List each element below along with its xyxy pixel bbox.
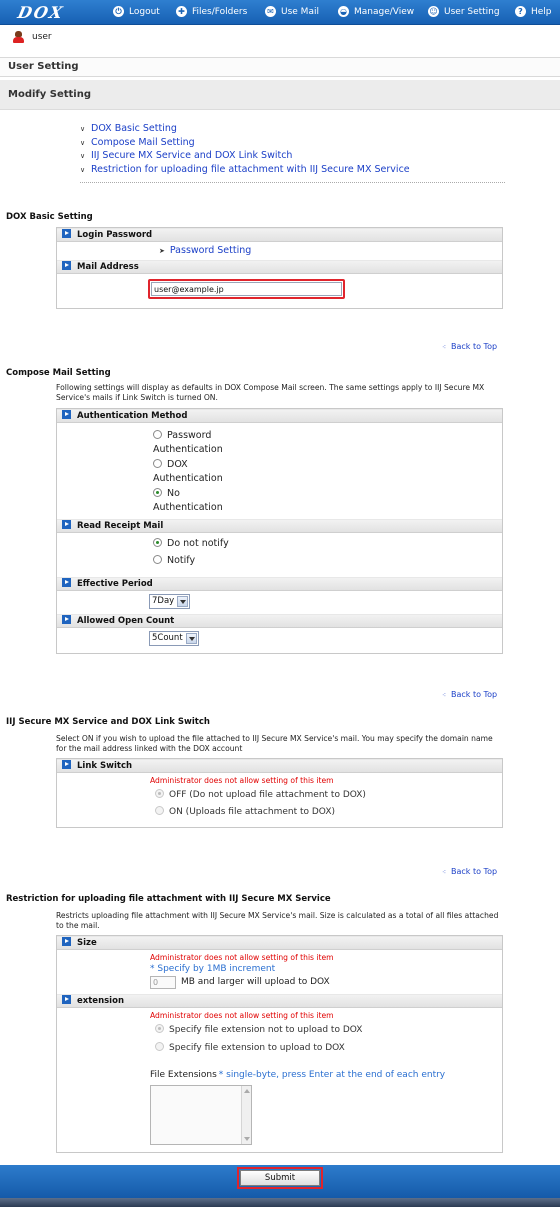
footer-bar: [0, 1165, 560, 1198]
radio-dox-auth[interactable]: [153, 459, 162, 468]
extension-header: extension: [57, 994, 502, 1008]
allowed-open-header: Allowed Open Count: [57, 614, 502, 628]
files-folders-icon: ✚: [176, 6, 187, 17]
user-setting-icon: ☺: [429, 7, 438, 16]
radio-password-auth[interactable]: [153, 430, 162, 439]
back-to-top-link[interactable]: ⁖ Back to Top: [442, 342, 498, 351]
section-marker-icon: [62, 410, 71, 419]
mail-address-header: Mail Address: [57, 260, 502, 274]
user-name: user: [32, 32, 52, 42]
extension-option-upload[interactable]: Specify file extension to upload to DOX: [155, 1042, 345, 1053]
nav-logout[interactable]: ⏻ Logout: [113, 6, 160, 20]
back-to-top-icon: ⁖: [442, 868, 447, 876]
radio-notify[interactable]: [153, 555, 162, 564]
page-subtitle: Modify Setting: [0, 80, 560, 110]
section-marker-icon: [62, 937, 71, 946]
mail-address-input[interactable]: user@example.jp: [151, 282, 342, 296]
toc-link-restriction[interactable]: ∨ Restriction for uploading file attachment with IIJ Secure MX Service: [80, 163, 505, 177]
help-icon: ?: [515, 6, 526, 17]
basic-setting-box: [56, 227, 503, 309]
toc-link-dox-basic[interactable]: ∨ DOX Basic Setting: [80, 122, 505, 136]
radio-ext-not-upload[interactable]: [155, 1024, 164, 1033]
nav-manage-view[interactable]: ◒ Manage/View: [340, 7, 415, 17]
top-navigation-bar: [0, 0, 560, 25]
toc-link-link-switch[interactable]: ∨ IIJ Secure MX Service and DOX Link Switch: [80, 149, 505, 163]
nav-files-folders[interactable]: ✚ Files/Folders: [176, 6, 247, 20]
radio-link-off[interactable]: [155, 789, 164, 798]
back-to-top-icon: ⁖: [442, 691, 447, 699]
scroll-down-icon[interactable]: [244, 1137, 250, 1141]
page-title: User Setting: [0, 57, 560, 77]
user-avatar-icon: [13, 31, 24, 43]
chevron-down-icon: ∨: [80, 165, 86, 174]
link-switch-header: Link Switch: [57, 759, 502, 773]
file-extensions-label-row: [150, 1070, 445, 1080]
auth-option-none[interactable]: No Authentication: [153, 488, 223, 513]
section-title-restriction: Restriction for uploading file attachment with IIJ Secure MX Service: [6, 894, 331, 904]
chevron-down-icon: [186, 633, 197, 644]
password-setting-link[interactable]: ➤ Password Setting: [159, 245, 252, 256]
dox-logo: DOX: [15, 3, 66, 22]
nav-help[interactable]: ? Help: [515, 6, 552, 20]
manage-view-icon: ◒: [338, 6, 349, 17]
size-header: Size: [57, 936, 502, 950]
compose-setting-box: [56, 408, 503, 654]
section-marker-icon: [62, 520, 71, 529]
section-title-compose: Compose Mail Setting: [6, 368, 111, 378]
nav-use-mail[interactable]: ✉ Use Mail: [265, 6, 319, 20]
footer-bottom-strip: [0, 1198, 560, 1207]
read-receipt-option-no[interactable]: Do not notify: [153, 538, 229, 549]
mail-icon: ✉: [265, 6, 276, 17]
effective-period-select[interactable]: 7Day: [149, 594, 190, 609]
restriction-box: [56, 935, 503, 1153]
auth-option-password[interactable]: Password Authentication: [153, 430, 223, 455]
link-switch-warning: Administrator does not allow setting of this item: [150, 776, 334, 785]
section-title-basic: DOX Basic Setting: [6, 212, 93, 222]
back-to-top-icon: ⁖: [442, 343, 447, 351]
link-switch-option-off[interactable]: OFF (Do not upload file attachment to DOX): [155, 789, 366, 800]
read-receipt-option-yes[interactable]: Notify: [153, 555, 195, 566]
file-extensions-note: * single-byte, press Enter at the end of each entry: [218, 1070, 446, 1080]
table-of-contents: [80, 122, 505, 183]
login-password-header: Login Password: [57, 228, 502, 242]
link-switch-description: Select ON if you wish to upload the file attached to IIJ Secure MX Service's mail. You may specify the domain name for the mail address linked with the DOX account: [56, 734, 493, 753]
logout-icon: ⏻: [113, 6, 124, 17]
chevron-down-icon: ∨: [80, 138, 86, 147]
size-input[interactable]: 0: [150, 976, 176, 989]
auth-option-dox[interactable]: DOX Authentication: [153, 459, 223, 484]
radio-do-not-notify[interactable]: [153, 538, 162, 547]
back-to-top-link[interactable]: ⁖ Back to Top: [442, 690, 498, 699]
size-note: * Specify by 1MB increment: [150, 964, 276, 974]
compose-description: Following settings will display as defaults in DOX Compose Mail screen. The same settings apply to IIJ Secure MX Service's mails if Link Switch is turned ON.: [56, 383, 485, 402]
link-switch-option-on[interactable]: ON (Uploads file attachment to DOX): [155, 806, 335, 817]
restriction-description: Restricts uploading file attachment with IIJ Secure MX Service's mail. Size is calculated as a total of all files attached to the mail.: [56, 911, 499, 930]
auth-method-header: Authentication Method: [57, 409, 502, 423]
section-marker-icon: [62, 261, 71, 270]
allowed-open-count-select[interactable]: 5Count: [149, 631, 199, 646]
scroll-up-icon[interactable]: [244, 1089, 250, 1093]
link-switch-box: [56, 758, 503, 828]
chevron-down-icon: ∨: [80, 152, 86, 160]
read-receipt-header: Read Receipt Mail: [57, 519, 502, 533]
effective-period-header: Effective Period: [57, 577, 502, 591]
toc-link-compose-mail[interactable]: ∨ Compose Mail Setting: [80, 136, 505, 150]
size-warning: Administrator does not allow setting of this item: [150, 953, 334, 962]
file-extensions-label: File Extensions: [150, 1070, 217, 1080]
section-marker-icon: [62, 578, 71, 587]
user-bar: [0, 26, 560, 52]
extension-warning: Administrator does not allow setting of this item: [150, 1011, 334, 1020]
chevron-down-icon: ∨: [80, 125, 86, 133]
arrow-right-icon: ➤: [159, 247, 165, 255]
radio-link-on[interactable]: [155, 806, 164, 815]
mail-address-field-highlight: [148, 279, 345, 299]
chevron-down-icon: [177, 596, 188, 607]
section-marker-icon: [62, 615, 71, 624]
textarea-scrollbar[interactable]: [241, 1086, 251, 1144]
back-to-top-link[interactable]: ⁖ Back to Top: [442, 867, 498, 876]
section-marker-icon: [62, 995, 71, 1004]
section-marker-icon: [62, 760, 71, 769]
file-extensions-textarea[interactable]: [150, 1085, 252, 1145]
submit-button[interactable]: Submit: [240, 1170, 320, 1186]
section-marker-icon: [62, 229, 71, 238]
radio-no-auth[interactable]: [153, 488, 162, 497]
nav-user-setting[interactable]: ☺ User Setting: [429, 7, 500, 17]
radio-ext-upload[interactable]: [155, 1042, 164, 1051]
size-suffix: MB and larger will upload to DOX: [181, 977, 330, 987]
extension-option-not-upload[interactable]: Specify file extension not to upload to DOX: [155, 1024, 362, 1035]
section-title-link-switch: IIJ Secure MX Service and DOX Link Switch: [6, 717, 210, 727]
